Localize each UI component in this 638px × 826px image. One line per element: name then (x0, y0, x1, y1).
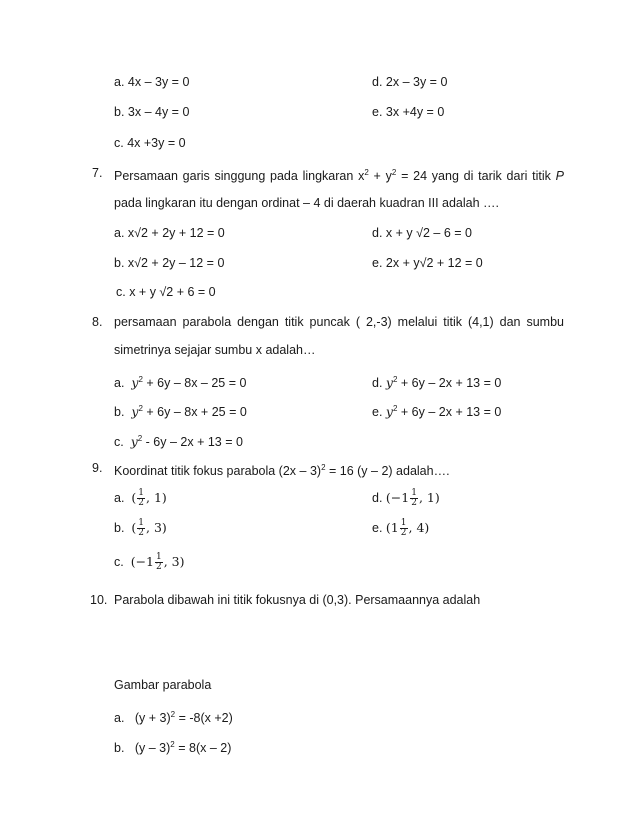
q10-text: Parabola dibawah ini titik fokusnya di (0,3). Persamaannya adalah (114, 593, 481, 607)
fraction-half: $\frac{1}{2}$ (400, 518, 407, 539)
q10-caption: Gambar parabola (114, 678, 212, 692)
q7-option-c: c. x + y √2 + 6 = 0 (116, 285, 216, 299)
q8-option-b: b. $y^2 + 6y - 8x + 25 = 0$ (114, 404, 247, 420)
fraction-half: $\frac{1}{2}$ (138, 518, 145, 539)
q7-line2: pada lingkaran itu dengan ordinat – 4 di daerah kuadran III adalah …. (114, 196, 499, 210)
fraction-half: $\frac{1}{2}$ (411, 488, 417, 509)
q6-option-a: a. 4x – 3y = 0 (114, 75, 190, 89)
q9-option-a: a. ( $\frac{1}{2}$ , 1) (114, 488, 167, 509)
fraction-half: $\frac{1}{2}$ (156, 552, 162, 573)
q7-option-d: d. x + y √2 – 6 = 0 (372, 226, 472, 240)
q7-option-e: e. 2x + y√2 + 12 = 0 (372, 256, 483, 270)
q10-option-a: a. $(y + 3)^2 = -8(x +2)$ (114, 710, 233, 726)
q7-line1: Persamaan garis singgung pada lingkaran $x^2 + y^2 = 24$ yang di tarik dari titik P (114, 168, 564, 184)
q6-option-e: e. 3x +4y = 0 (372, 105, 445, 119)
q7-option-b: b. x√2 + 2y – 12 = 0 (114, 256, 225, 270)
q9-number: 9. (92, 461, 103, 475)
q8-option-c: c. $y^2 - 6y - 2x + 13 = 0$ (114, 434, 243, 450)
fraction-half: $\frac{1}{2}$ (138, 488, 145, 509)
q9-option-b: b. ( $\frac{1}{2}$ , 3) (114, 518, 167, 539)
q6-option-c: c. 4x +3y = 0 (114, 136, 186, 150)
q10-option-b: b. (y – 3)$^2$ = 8(x – 2) (114, 740, 232, 756)
q7-option-a: a. x√2 + 2y + 12 = 0 (114, 226, 225, 240)
q8-option-d: d. $y^2 + 6y - 2x + 13 = 0$ (372, 375, 502, 391)
q7-number: 7. (92, 166, 103, 180)
q8-number: 8. (92, 315, 103, 329)
q9-option-c: c. (−1 $\frac{1}{2}$ , 3) (114, 552, 185, 573)
q8-line2: simetrinya sejajar sumbu x adalah… (114, 343, 316, 357)
q9-line1: Koordinat titik fokus parabola (2x – 3)$^2$ = 16 (y – 2) adalah…. (114, 463, 450, 479)
q6-option-b: b. 3x – 4y = 0 (114, 105, 190, 119)
q6-option-d: d. 2x – 3y = 0 (372, 75, 448, 89)
q8-option-e: e. $y^2 + 6y - 2x + 13 = 0$ (372, 404, 502, 420)
q9-option-e: e. (1 $\frac{1}{2}$ , 4) (372, 518, 430, 539)
q8-line1: persamaan parabola dengan titik puncak ( 2,-3) melalui titik (4,1) dan sumbu (114, 315, 564, 329)
q9-option-d: d. (−1 $\frac{1}{2}$ , 1) (372, 488, 440, 509)
q10-number: 10. (90, 593, 108, 607)
q8-option-a: a. $y^2 + 6y - 8x - 25 = 0$ (114, 375, 247, 391)
